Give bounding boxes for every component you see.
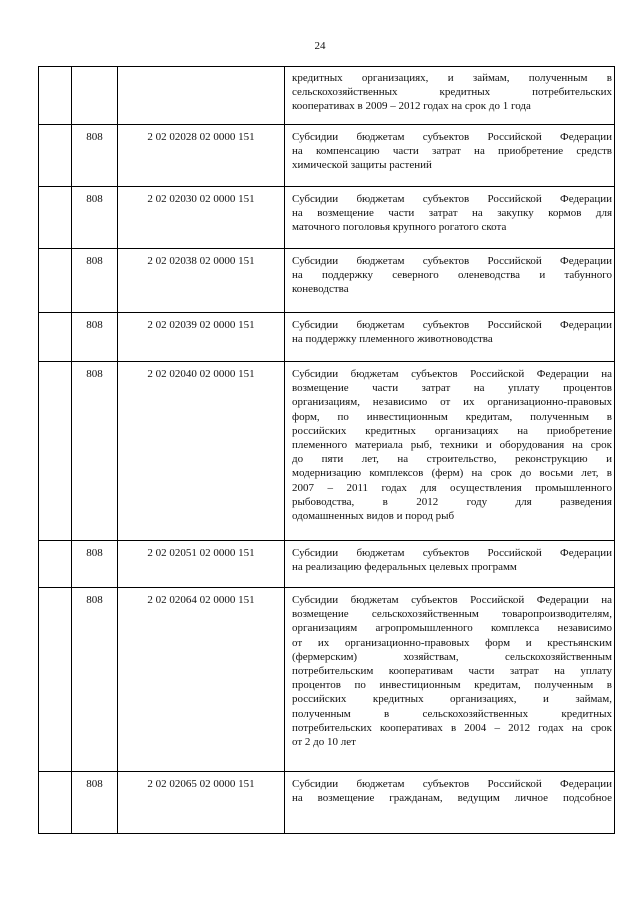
budget-code-cell: 2 02 02030 02 0000 151 <box>118 187 285 249</box>
budget-code-cell: 2 02 02051 02 0000 151 <box>118 541 285 588</box>
description-cell <box>285 67 615 125</box>
description-line: Субсидии бюджетам субъектов Российской Федерации на <box>292 368 612 380</box>
budget-code-cell: 2 02 02065 02 0000 151 <box>118 772 285 834</box>
description-line: Субсидии бюджетам субъектов Российской Федерации на <box>292 594 612 606</box>
description-line: полученным в сельскохозяйственных кредитных <box>292 707 612 720</box>
description-line: Субсидии бюджетам субъектов Российской Федерации <box>292 131 612 143</box>
description-line: от их организационно-правовых форм и крестьянским <box>292 636 612 649</box>
admin-code-cell: 808 <box>72 313 118 362</box>
description-line: племенного материала рыб, техники и оборудования на срок <box>292 439 612 452</box>
admin-code-cell: 808 <box>72 125 118 187</box>
description-line: потребительским кооперативам части затрат на уплату <box>292 665 612 678</box>
table-row <box>39 588 615 772</box>
admin-code-cell: 808 <box>72 588 118 772</box>
description-cell <box>285 772 615 834</box>
description-line: одомашненных видов и пород рыб <box>292 510 455 523</box>
description-line: Субсидии бюджетам субъектов Российской Федерации <box>292 778 612 790</box>
blank-cell <box>39 588 72 772</box>
description-line: на поддержку племенного животноводства <box>292 333 493 346</box>
admin-code-cell: 808 <box>72 187 118 249</box>
description-line: Субсидии бюджетам субъектов Российской Федерации <box>292 319 612 331</box>
description-line: на компенсацию части затрат на приобретение средств <box>292 145 612 158</box>
description-line: кредитных организациях, и займам, полученным в <box>292 72 612 84</box>
table-row <box>39 362 615 541</box>
budget-code-cell: 2 02 02038 02 0000 151 <box>118 249 285 313</box>
description-line: процентов по инвестиционным кредитам, полученным в <box>292 679 612 692</box>
description-line: маточного поголовья крупного рогатого скота <box>292 221 507 234</box>
budget-code-cell: 2 02 02039 02 0000 151 <box>118 313 285 362</box>
admin-code-cell: 808 <box>72 541 118 588</box>
budget-classification-table <box>38 66 615 834</box>
blank-cell <box>39 67 72 125</box>
description-line: модернизацию комплексов (ферм) на срок до восьми лет, в <box>292 467 612 480</box>
blank-cell <box>39 313 72 362</box>
description-line: на поддержку северного оленеводства и табунного <box>292 269 612 282</box>
description-line: Субсидии бюджетам субъектов Российской Федерации <box>292 193 612 205</box>
budget-code-cell <box>118 67 285 125</box>
description-cell <box>285 588 615 772</box>
table-row <box>39 187 615 249</box>
description-line: российских кредитных организациях на приобретение <box>292 424 612 437</box>
blank-cell <box>39 187 72 249</box>
description-line: потребительских кооперативах в 2004 – 2012 годах на срок <box>292 721 612 734</box>
description-line: российских кредитных организациях, и займам, <box>292 693 612 706</box>
description-line: Субсидии бюджетам субъектов Российской Федерации <box>292 547 612 559</box>
description-line: кооперативах в 2009 – 2012 годах на срок до 1 года <box>292 100 531 113</box>
description-line: организациям, независимо от их организационно-правовых <box>292 396 612 409</box>
description-line: на реализацию федеральных целевых программ <box>292 561 517 574</box>
blank-cell <box>39 249 72 313</box>
description-line: форм, по инвестиционным кредитам, полученным в <box>292 410 612 423</box>
description-cell <box>285 541 615 588</box>
table-row <box>39 249 615 313</box>
description-line: сельскохозяйственных кредитных потребительских <box>292 86 612 99</box>
table-row <box>39 125 615 187</box>
description-cell <box>285 125 615 187</box>
description-line: 2007 – 2011 годах для осуществления промышленного <box>292 481 612 494</box>
description-line: Субсидии бюджетам субъектов Российской Федерации <box>292 255 612 267</box>
description-cell <box>285 362 615 541</box>
table-row <box>39 772 615 834</box>
admin-code-cell: 808 <box>72 362 118 541</box>
blank-cell <box>39 541 72 588</box>
budget-code-cell: 2 02 02028 02 0000 151 <box>118 125 285 187</box>
admin-code-cell: 808 <box>72 249 118 313</box>
description-line: до пяти лет, на строительство, реконструкцию и <box>292 453 612 466</box>
description-line: организациям агропромышленного комплекса независимо <box>292 622 612 635</box>
description-line: коневодства <box>292 283 349 296</box>
blank-cell <box>39 772 72 834</box>
page-number: 24 <box>314 40 326 52</box>
table-row <box>39 541 615 588</box>
description-line: на возмещение гражданам, ведущим личное подсобное <box>292 792 612 805</box>
description-cell <box>285 187 615 249</box>
table-row <box>39 313 615 362</box>
table-row <box>39 67 615 125</box>
blank-cell <box>39 362 72 541</box>
description-line: возмещение части затрат на уплату процентов <box>292 382 612 395</box>
budget-code-cell: 2 02 02040 02 0000 151 <box>118 362 285 541</box>
admin-code-cell <box>72 67 118 125</box>
description-cell <box>285 313 615 362</box>
description-line: от 2 до 10 лет <box>292 736 356 749</box>
budget-code-cell: 2 02 02064 02 0000 151 <box>118 588 285 772</box>
description-line: химической защиты растений <box>292 159 432 172</box>
description-line: рыбоводства, в 2012 году для разведения <box>292 495 612 508</box>
blank-cell <box>39 125 72 187</box>
description-line: (фермерским) хозяйствам, сельскохозяйственным <box>292 650 612 663</box>
description-line: возмещение сельскохозяйственным товаропроизводителям, <box>292 608 612 621</box>
description-cell <box>285 249 615 313</box>
description-line: на возмещение части затрат на закупку кормов для <box>292 207 612 220</box>
admin-code-cell: 808 <box>72 772 118 834</box>
